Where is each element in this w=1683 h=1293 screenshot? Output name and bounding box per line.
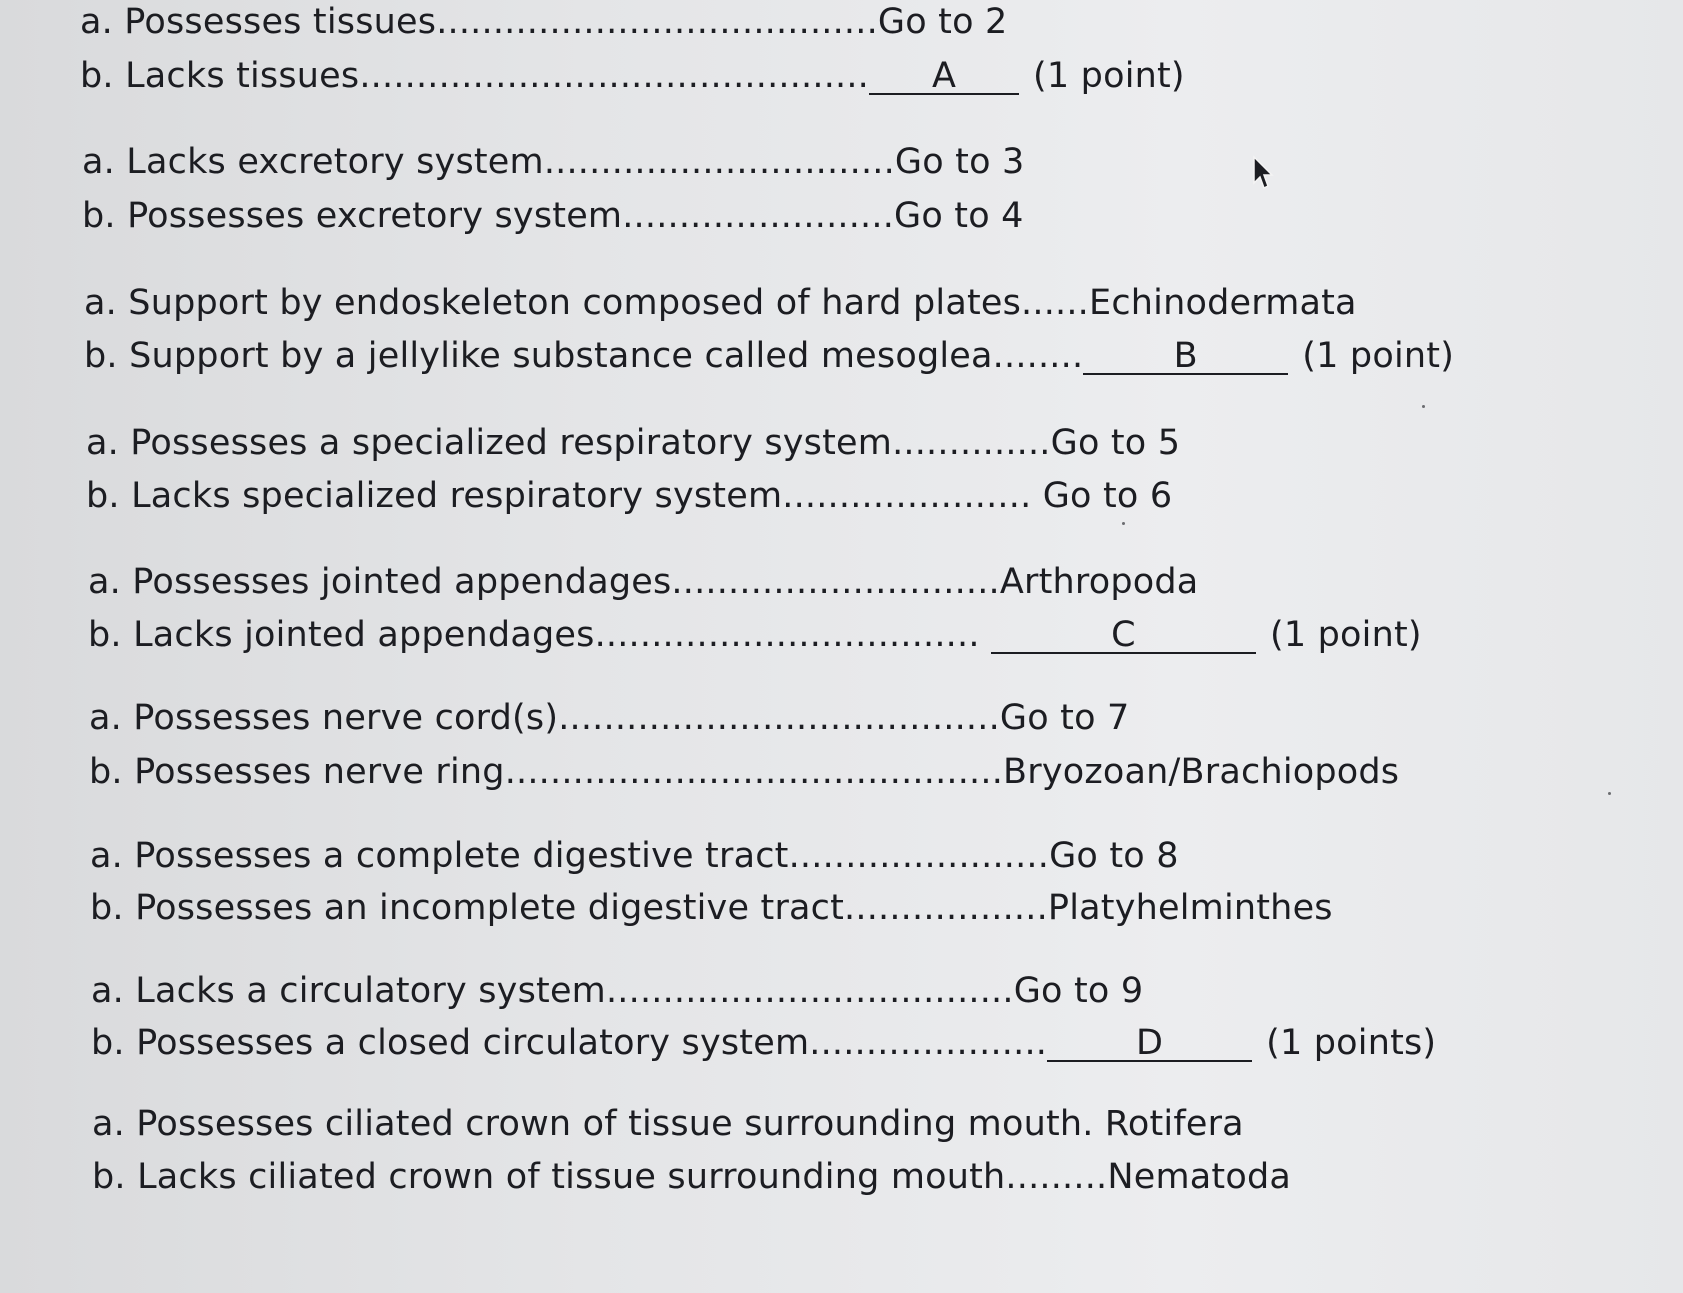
key-line-text: b. Possesses an incomplete digestive tract..................Platyhelminthes	[90, 888, 1333, 928]
key-line-8a	[91, 971, 1143, 1011]
answer-blank-d[interactable]: D	[1047, 1026, 1252, 1062]
key-line-text: a. Lacks excretory system...............................Go to 3	[82, 142, 1025, 182]
key-line-text: a. Possesses a complete digestive tract.......................Go to 8	[90, 836, 1179, 876]
key-line-5a	[88, 562, 1198, 602]
key-line-1a	[80, 2, 1008, 42]
answer-blank-a[interactable]: A	[869, 59, 1019, 95]
key-line-5b	[88, 615, 1422, 655]
answer-blank-c[interactable]: C	[991, 618, 1256, 654]
key-line-text: a. Possesses jointed appendages.............................Arthropoda	[88, 562, 1199, 602]
key-line-text: b. Lacks tissues.............................................	[80, 56, 870, 96]
mouse-pointer-icon	[1252, 155, 1274, 193]
key-line-text: b. Lacks specialized respiratory system...................... Go to 6	[86, 476, 1173, 516]
answer-blank-b[interactable]: B	[1083, 339, 1288, 375]
paper-speck	[1122, 522, 1125, 525]
key-line-4a	[86, 423, 1180, 463]
points-label: (1 point)	[1302, 336, 1455, 376]
paper-speck	[1608, 792, 1611, 795]
key-line-7b	[90, 888, 1333, 928]
key-line-text: b. Possesses nerve ring............................................Bryozoan/Brachiopods	[89, 752, 1400, 792]
points-label: (1 point)	[1033, 56, 1185, 96]
key-line-9b	[92, 1157, 1291, 1197]
key-line-4b	[86, 476, 1172, 516]
key-line-text: b. Lacks ciliated crown of tissue surrounding mouth.........Nematoda	[92, 1157, 1292, 1197]
key-line-text: a. Support by endoskeleton composed of hard plates......Echinodermata	[84, 283, 1357, 323]
points-label: (1 points)	[1266, 1023, 1437, 1063]
key-line-text: a. Lacks a circulatory system....................................Go to 9	[91, 971, 1144, 1011]
key-line-text: a. Possesses nerve cord(s).......................................Go to 7	[89, 698, 1130, 738]
key-line-6a	[89, 698, 1130, 738]
key-line-2a	[82, 142, 1025, 182]
key-line-6b	[89, 752, 1399, 792]
key-line-3a	[84, 283, 1357, 323]
key-line-text: a. Possesses tissues.......................................Go to 2	[80, 2, 1008, 42]
key-line-8b	[91, 1023, 1436, 1063]
key-line-text: b. Support by a jellylike substance called mesoglea........	[84, 336, 1084, 376]
key-line-text: a. Possesses ciliated crown of tissue surrounding mouth. Rotifera	[92, 1104, 1244, 1144]
key-line-text: a. Possesses a specialized respiratory system..............Go to 5	[86, 423, 1181, 463]
key-line-9a	[92, 1104, 1244, 1144]
key-line-1b	[80, 56, 1185, 96]
key-line-7a	[90, 836, 1179, 876]
paper-speck	[1422, 405, 1425, 408]
points-label: (1 point)	[1269, 615, 1422, 655]
key-line-text: b. Possesses excretory system........................Go to 4	[82, 196, 1024, 236]
key-line-3b	[84, 336, 1454, 376]
key-line-2b	[82, 196, 1024, 236]
key-line-text: b. Lacks jointed appendages..................................	[88, 615, 991, 655]
key-line-text: b. Possesses a closed circulatory system.....................	[91, 1023, 1048, 1063]
